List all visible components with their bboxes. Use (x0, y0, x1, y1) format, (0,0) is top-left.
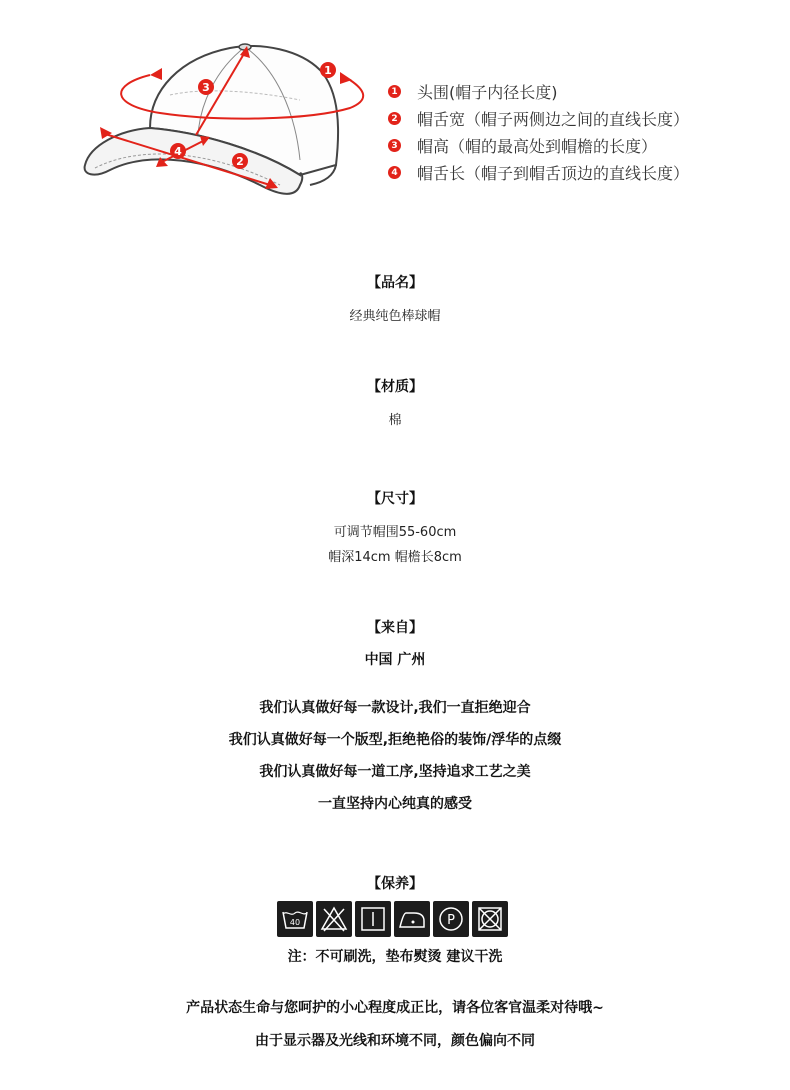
legend-item (388, 132, 689, 159)
no-tumble-dry-icon (472, 901, 508, 937)
wash-40-icon (277, 901, 313, 937)
size-adjustable: 可调节帽围55-60cm (333, 525, 457, 540)
product-name-value: 经典纯色棒球帽 (349, 309, 441, 324)
svg-text:40: 40 (289, 918, 301, 927)
origin-heading: 【来自】 (367, 620, 423, 636)
slogan-line: 一直坚持内心纯真的感受 (318, 796, 472, 812)
svg-text:2: 2 (236, 155, 244, 168)
care-note: 注：不可刷洗，垫布熨烫 建议干洗 (287, 949, 503, 965)
size-dimensions: 帽深14cm 帽檐长8cm (328, 550, 462, 565)
legend-item (388, 78, 689, 105)
legend-text: 帽舌宽（帽子两侧边之间的直线长度） (417, 110, 690, 129)
legend-number: 2 (388, 112, 401, 125)
legend-number: 4 (388, 166, 401, 179)
footer-color-disclaimer: 由于显示器及光线和环境不同，颜色偏向不同 (255, 1033, 535, 1049)
care-icons (277, 901, 508, 937)
legend-text: 帽舌长（帽子到帽舌顶边的直线长度） (417, 164, 690, 183)
measurement-legend (388, 78, 689, 186)
care-heading: 【保养】 (367, 876, 423, 892)
legend-number: 3 (388, 139, 401, 152)
slogan-line: 我们认真做好每一道工序,坚持追求工艺之美 (259, 764, 531, 780)
no-bleach-icon (316, 901, 352, 937)
size-heading: 【尺寸】 (367, 491, 423, 507)
legend-number: 1 (388, 85, 401, 98)
hang-dry-icon (355, 901, 391, 937)
material-heading: 【材质】 (367, 379, 423, 395)
legend-text: 帽高（帽的最高处到帽檐的长度） (417, 137, 658, 156)
svg-text:3: 3 (202, 81, 210, 94)
dry-clean-p-icon (433, 901, 469, 937)
legend-item (388, 105, 689, 132)
legend-text: 头围(帽子内径长度) (417, 83, 558, 102)
svg-text:P: P (447, 913, 455, 928)
slogan-line: 我们认真做好每一款设计,我们一直拒绝迎合 (259, 700, 531, 716)
slogan-line: 我们认真做好每一个版型,拒绝艳俗的装饰/浮华的点缀 (228, 732, 562, 748)
material-value: 棉 (388, 413, 402, 428)
product-name-heading: 【品名】 (367, 275, 423, 291)
legend-item (388, 159, 689, 186)
origin-value: 中国 广州 (364, 652, 426, 668)
footer-care-tip: 产品状态生命与您呵护的小心程度成正比，请各位客官温柔对待哦~ (186, 1000, 604, 1016)
svg-text:1: 1 (324, 64, 332, 77)
hat-measurement-diagram (0, 0, 790, 230)
iron-low-icon (394, 901, 430, 937)
svg-text:4: 4 (174, 145, 182, 158)
